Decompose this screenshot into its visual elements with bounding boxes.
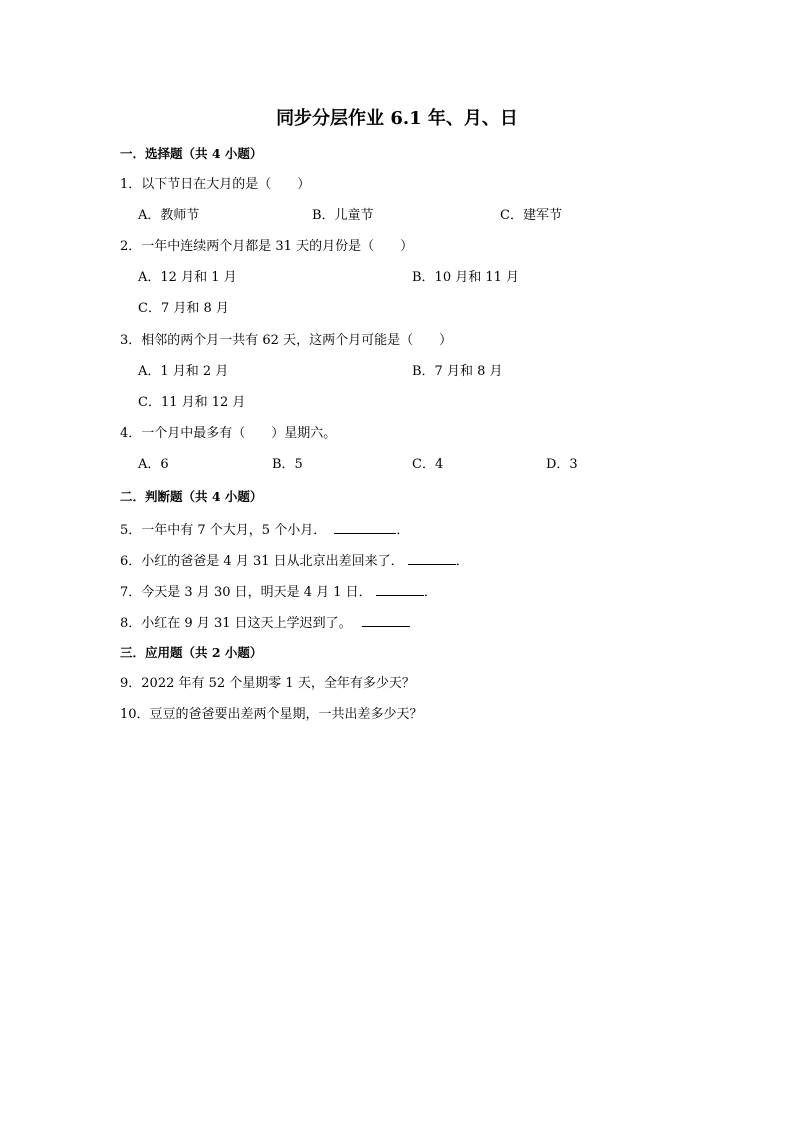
question-7 (120, 581, 437, 602)
question-7-answer-blank[interactable] (376, 581, 424, 596)
question-1-option-c: C．建军节 (500, 208, 562, 223)
question-4: 4．一个月中最多有（ ）星期六。 (120, 426, 337, 441)
question-3-option-c: C．11 月和 12 月 (138, 395, 246, 410)
question-2-option-c: C．7 月和 8 月 (138, 301, 229, 316)
question-8-text: 8．小红在 9 月 31 日这天上学迟到了。 (120, 616, 352, 631)
question-8-answer-blank[interactable] (362, 612, 410, 627)
question-5-tail: ． (396, 523, 410, 538)
question-5-text: 5．一年中有 7 个大月，5 个小月． (120, 523, 327, 538)
question-10: 10．豆豆的爸爸要出差两个星期，一共出差多少天？ (120, 707, 423, 722)
question-4-option-b: B．5 (272, 457, 303, 472)
question-6-tail: ． (455, 554, 469, 569)
question-3: 3．相邻的两个月一共有 62 天，这两个月可能是（ ） (120, 333, 453, 348)
question-2-option-b: B．10 月和 11 月 (412, 270, 520, 285)
question-3-option-b: B．7 月和 8 月 (412, 364, 503, 379)
question-4-option-c: C．4 (412, 457, 444, 472)
question-6 (120, 550, 469, 571)
question-5-answer-blank[interactable] (334, 519, 396, 534)
question-2: 2．一年中连续两个月都是 31 天的月份是（ ） (120, 239, 414, 254)
section-heading-application: 三．应用题（共 2 小题） (120, 645, 263, 660)
question-7-tail: ． (423, 585, 437, 600)
question-3-option-a: A．1 月和 2 月 (138, 364, 229, 379)
question-1-option-b: B．儿童节 (312, 208, 374, 223)
question-6-text: 6．小红的爸爸是 4 月 31 日从北京出差回来了． (120, 554, 404, 569)
question-2-option-a: A．12 月和 1 月 (138, 270, 237, 285)
question-4-option-a: A．6 (138, 457, 169, 472)
question-9: 9．2022 年有 52 个星期零 1 天，全年有多少天？ (120, 676, 415, 691)
section-heading-judgment: 二．判断题（共 4 小题） (120, 489, 263, 504)
section-heading-choice: 一．选择题（共 4 小题） (120, 146, 263, 161)
question-1-option-a: A．教师节 (138, 208, 200, 223)
question-4-option-d: D．3 (546, 457, 578, 472)
page-title: 同步分层作业 6.1 年、月、日 (276, 108, 518, 129)
question-1: 1．以下节日在大月的是（ ） (120, 177, 311, 192)
question-8 (120, 612, 410, 633)
question-7-text: 7．今天是 3 月 30 日，明天是 4 月 1 日． (120, 585, 372, 600)
question-5 (120, 519, 409, 540)
question-6-answer-blank[interactable] (408, 550, 456, 565)
